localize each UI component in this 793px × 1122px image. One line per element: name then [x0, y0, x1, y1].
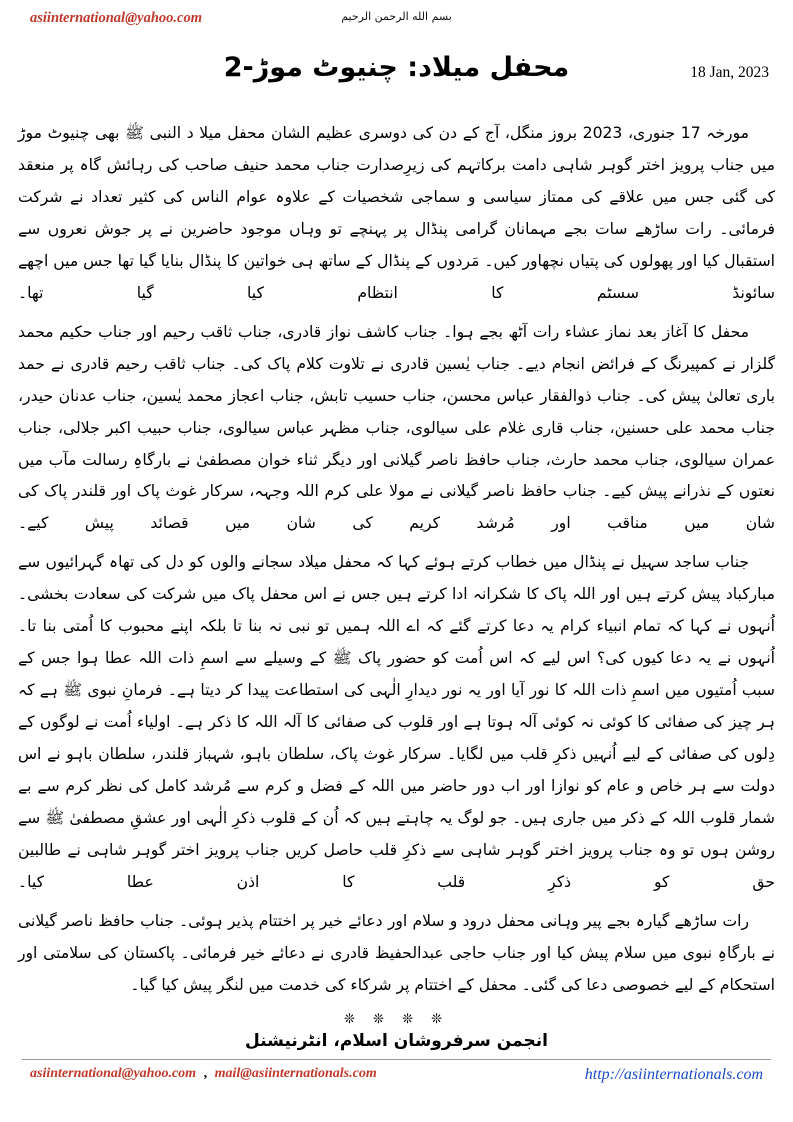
paragraph-3: جناب ساجد سہیل نے پنڈال میں خطاب کرتے ہوئے کہا کہ محفل میلاد سجانے والوں کو دل کی تھاہ گہرائیوں سے مبارکباد پیش کرتے ہیں اور اللہ پاک کا شکرانہ ادا کرتے ہیں جس نے اس محفل پاک میں شرکت کی سعادت بخشی۔ اُنہوں نے کہا کہ تمام انبیاء کرام یہ دعا کرتے گئے کہ اے اللہ ہمیں تو نبی نہ بنا تا بلکہ اپنے محبوب کا اُمتی بنا تا۔ اُنہوں نے یہ دعا کیوں کی؟ اس لیے کہ اس اُمت کو حضور پاک ﷺ کے وسیلے سے اسمِ ذات اللہ عطا ہوا جس کے سبب اُمتیوں میں اسمِ ذات اللہ کا نور آیا اور یہ نور دیدارِ الٰہی کی استطاعت پیدا کر دیتا ہے۔ فرمانِ نبوی ﷺ ہے کہ ہر چیز کی صفائی کا کوئی نہ کوئی آلہ ہوتا ہے اور قلوب کی صفائی کا آلہ اللہ کا ذکر ہے۔ اولیاء اُمت نے لوگوں کے دِلوں کی صفائی کے لیے اُنہیں ذکرِ قلب میں لگایا۔ سرکار غوث پاک، سلطان باہو، شہباز قلندر، سلطان باہو نے اس دولت سے ہر خاص و عام کو نوازا اور اب دور حاضر میں اللہ کے فضل و کرم سے مُرشد کامل کی نظر کرم سے بے شمار قلوب اللہ کے ذکر میں جاری ہیں۔ جو لوگ یہ چاہتے ہیں کہ اُن کے قلوب ذکرِ الٰہی اور عشقِ مصطفیٰ ﷺ سے روشن ہوں تو وہ جناب پرویز اختر گوہر شاہی سے ذکرِ قلب حاصل کریں جناب پرویز اختر گوہر شاہی نے طالبین حق کو ذکرِ قلب کا اذن عطا کیا۔	[18, 553, 775, 891]
organization-name: انجمن سرفروشان اسلام، انٹرنیشنل	[245, 1030, 548, 1051]
paragraph-1: مورخہ 17 جنوری، 2023 بروز منگل، آج کے دن کی دوسری عظیم الشان محفل میلا د النبی ﷺ بھی چنیوٹ موڑ میں جناب پرویز اختر گوہر شاہی دامت برکاتہم کی زیرِصدارت جناب محمد حنیف صاحب کی رہائش گاہ پر منعقد کی گئی جس میں علاقے کی ممتاز سیاسی و سماجی شخصیات کے علاوہ عوام الناس کی کثیر تعداد نے شرکت فرمائی۔ رات ساڑھے سات بجے مہمانان گرامی پنڈال پر پہنچے تو وہاں موجود حاضرین نے پر جوش نعروں سے استقبال کیا اور پھولوں کی پتیاں نچھاور کیں۔ مَردوں کے پنڈال کے ساتھ ہی خواتین کا پنڈال بنایا گیا تھا جس میں اچھے سائونڈ سسٹم کا انتظام کیا گیا تھا۔	[18, 124, 775, 302]
page-title: محفل میلاد: چنیوٹ موڑ-2	[223, 52, 570, 83]
paragraph-2: محفل کا آغاز بعد نماز عشاء رات آٹھ بجے ہوا۔ جناب کاشف نواز قادری، جناب ثاقب رحیم اور جناب حکیم محمد گلزار نے کمپیرنگ کے فرائض انجام دیے۔ جناب یٰسین قادری نے تلاوت کلام پاک کی۔ جناب ثاقب رحیم قادری نے حمد باری تعالیٰ پیش کی۔ جناب ذوالفقار عباس محسن، جناب حسیب تابش، جناب اعجاز محمد یٰسین، جناب عدنان حیدر، جناب محمد علی حسنین، جناب قاری غلام علی سیالوی، جناب مظہر عباس سیالوی، جناب حبیب اکبر جلالی، جناب عمران سیالوی، جناب محمد حارث، جناب حافظ ناصر گیلانی اور دیگر ثناء خوان مصطفیٰ نے بارگاہِ رسالت مآب میں نعتوں کے نذرانے پیش کیے۔ جناب حافظ ناصر گیلانی نے مولا علی کرم اللہ وجہہ، سرکار غوث پاک اور قلندر پاک کی شان میں مناقب اور مُرشد کریم کی شان میں قصائد پیش کیے۔	[18, 322, 775, 533]
title-row	[18, 42, 775, 104]
footer-website-link[interactable]: http://asiinternationals.com	[584, 1065, 763, 1083]
footer-divider	[22, 1059, 771, 1060]
footer-row	[18, 1066, 775, 1090]
decorative-divider-icon: ❊ ❊ ❊ ❊	[344, 1011, 449, 1027]
footer-email-2[interactable]: mail@asiinternationals.com	[214, 1065, 377, 1081]
paragraph-4: رات ساڑھے گیارہ بجے پیر وہانی محفل درود و سلام اور دعائے خیر پر اختتام پذیر ہوئی۔ جناب حافظ ناصر گیلانی نے بارگاہِ نبوی میں سلام پیش کیا اور جناب حاجی عبدالحفیظ قادری نے دعائے خیر فرمائی۔ پاکستان کی سلامتی اور استحکام کے لیے خصوصی دعا کی گئی۔ محفل کے اختتام پر شرکاء کی خدمت میں لنگر پیش کیا گیا۔	[18, 911, 775, 994]
article-body	[18, 118, 775, 1002]
top-header-row	[18, 8, 775, 34]
footer-email-separator: ,	[203, 1065, 208, 1081]
publication-date: 18 Jan, 2023	[690, 64, 769, 81]
footer-emails	[30, 1066, 377, 1082]
bismillah-line: بسم الله الرحمن الرحيم	[341, 10, 452, 23]
header-email[interactable]: asiinternational@yahoo.com	[30, 10, 202, 26]
footer-email-1[interactable]: asiinternational@yahoo.com	[30, 1065, 197, 1081]
